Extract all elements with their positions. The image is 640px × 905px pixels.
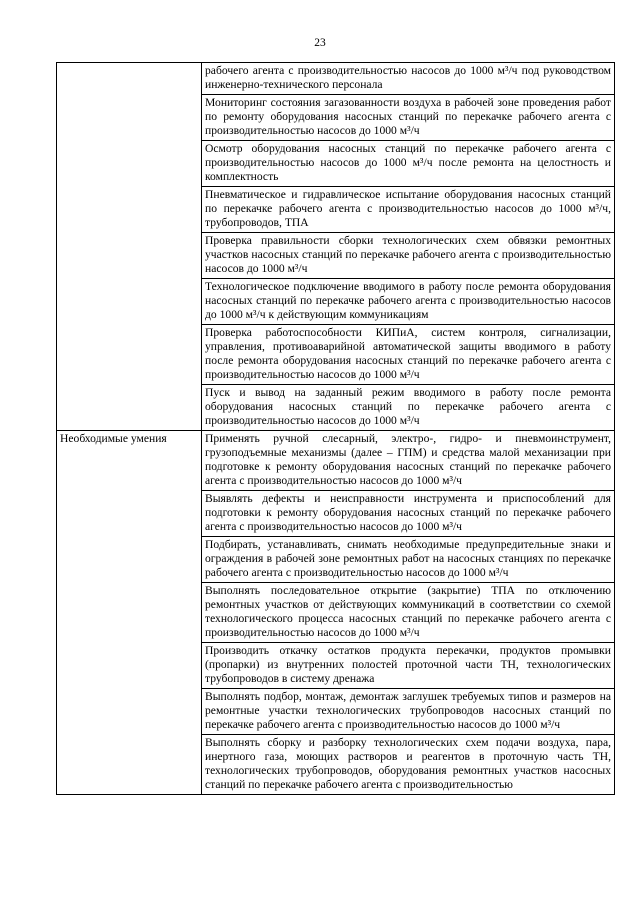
table-cell <box>202 63 615 95</box>
competency-table <box>56 62 615 795</box>
cell-text: Выполнять сборку и разборку технологических схем подачи воздуха, пара, инертного газа, моющих растворов и реагентов в проточную часть ТН, технологических трубопроводов, оборудования ремонтных участков насосных станций по перекачке рабочего агента с производительностью <box>205 736 611 791</box>
table-cell <box>202 689 615 735</box>
cell-text: Технологическое подключение вводимого в работу после ремонта оборудования насосных станций по перекачке рабочего агента с производительностью насосов до 1000 м³/ч к действующим коммуникациям <box>205 280 611 321</box>
table-cell <box>202 385 615 431</box>
cell-text: Подбирать, устанавливать, снимать необходимые предупредительные знаки и ограждения в рабочей зоне ремонтных работ на насосных станциях по перекачке рабочего агента с производительностью насосов до 1000 м³/ч <box>205 538 611 579</box>
table-row <box>57 431 615 491</box>
cell-text: Применять ручной слесарный, электро-, гидро- и пневмоинструмент, грузоподъемные механизмы (далее – ГПМ) и средства малой механизации при подготовке к ремонту оборудования насосных станций по перекачке рабочего агента с производительностью насосов до 1000 м³/ч <box>205 432 611 487</box>
table-cell <box>202 279 615 325</box>
cell-text: Пневматическое и гидравлическое испытание оборудования насосных станций по перекачке рабочего агента с производительностью насосов до 1000 м³/ч, трубопроводов, ТПА <box>205 188 611 229</box>
skills-label-cell <box>57 431 202 795</box>
table-cell <box>202 583 615 643</box>
cell-text: Осмотр оборудования насосных станций по перекачке рабочего агента с производительностью насосов до 1000 м³/ч после ремонта на целостность и комплектность <box>205 142 611 183</box>
table-cell <box>202 141 615 187</box>
empty-label-cell <box>57 63 202 431</box>
table-cell <box>202 325 615 385</box>
page-number: 23 <box>314 37 326 49</box>
cell-text: Проверка правильности сборки технологических схем обвязки ремонтных участков насосных станций по перекачке рабочего агента с производительностью насосов до 1000 м³/ч <box>205 234 611 275</box>
table-cell <box>202 187 615 233</box>
cell-text: Выполнять последовательное открытие (закрытие) ТПА по отключению ремонтных участков от действующих коммуникаций в соответствии со схемой технологического процесса насосных станций по перекачке рабочего агента с производительностью насосов до 1000 м³/ч <box>205 584 611 639</box>
table-cell <box>202 491 615 537</box>
table-cell <box>202 431 615 491</box>
cell-text: Производить откачку остатков продукта перекачки, продуктов промывки (пропарки) из внутренних полостей проточной части ТН, технологических трубопроводов в систему дренажа <box>205 644 611 685</box>
cell-text: Пуск и вывод на заданный режим вводимого в работу после ремонта оборудования насосных станций по перекачке рабочего агента с производительностью насосов до 1000 м³/ч <box>205 386 611 427</box>
cell-text: Выявлять дефекты и неисправности инструмента и приспособлений для подготовки к ремонту оборудования насосных станций по перекачке рабочего агента с производительностью насосов до 1000 м³/ч <box>205 492 611 533</box>
cell-text: Выполнять подбор, монтаж, демонтаж заглушек требуемых типов и размеров на ремонтные участки технологических трубопроводов насосных станций по перекачке рабочего агента с производительностью насосов до 1000 м³/ч <box>205 690 611 731</box>
table-cell <box>202 95 615 141</box>
table-cell <box>202 643 615 689</box>
table-cell <box>202 537 615 583</box>
skills-label: Необходимые умения <box>60 432 167 445</box>
table-cell <box>202 735 615 795</box>
cell-text: рабочего агента с производительностью насосов до 1000 м³/ч под руководством инженерно-технического персонала <box>205 64 611 91</box>
cell-text: Проверка работоспособности КИПиА, систем контроля, сигнализации, управления, противоаварийной автоматической защиты вводимого в работу после ремонта оборудования насосных станций по перекачке рабочего агента с производительностью насосов до 1000 м³/ч <box>205 326 611 381</box>
cell-text: Мониторинг состояния загазованности воздуха в рабочей зоне проведения работ по ремонту оборудования насосных станций по перекачке рабочего агента с производительностью насосов до 1000 м³/ч <box>205 96 611 137</box>
table-cell <box>202 233 615 279</box>
table-row <box>57 63 615 95</box>
